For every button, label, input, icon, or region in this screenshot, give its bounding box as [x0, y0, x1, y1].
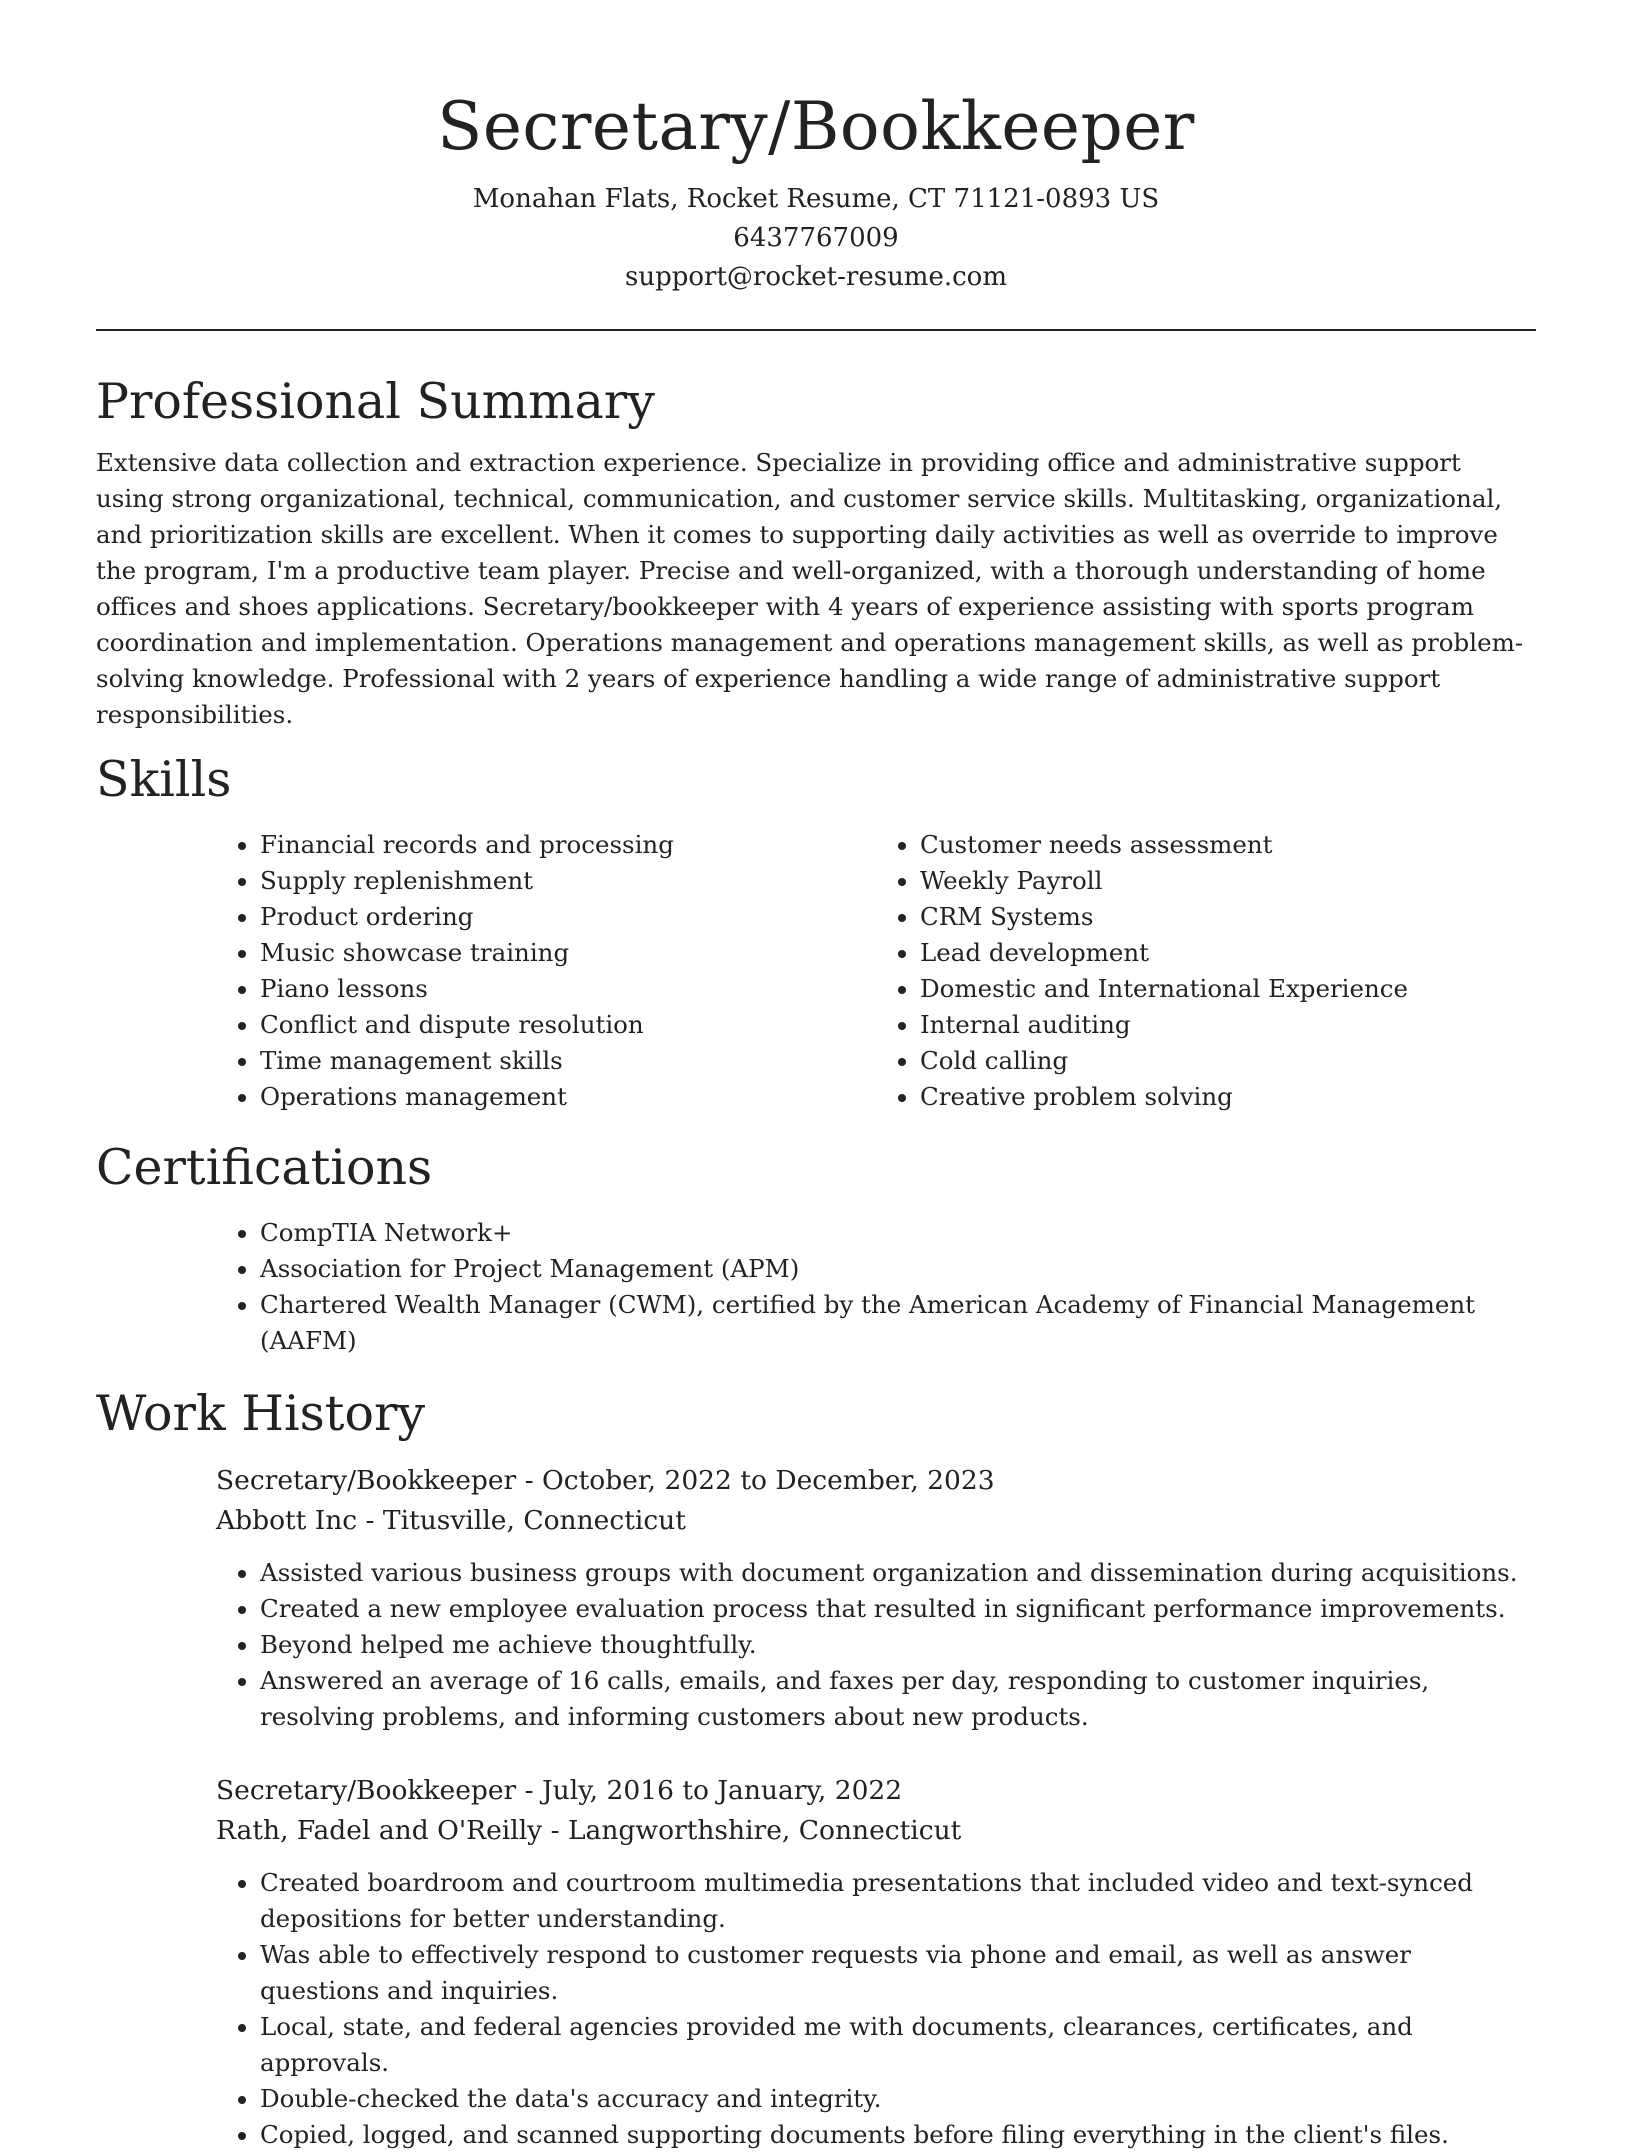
- job-dates: - July, 2016 to January, 2022: [516, 1775, 903, 1806]
- skill-item: • Creative problem solving: [920, 1079, 1536, 1115]
- skill-item: • Weekly Payroll: [920, 863, 1536, 899]
- skills-section: [96, 745, 1536, 1115]
- skill-item: • Domestic and International Experience: [920, 971, 1536, 1007]
- job-duties-list: [216, 1865, 1536, 2153]
- skill-item: • Time management skills: [260, 1043, 876, 1079]
- skill-item: • Product ordering: [260, 899, 876, 935]
- certifications-list: [216, 1215, 1536, 1359]
- skill-item: • Piano lessons: [260, 971, 876, 1007]
- skill-item: • CRM Systems: [920, 899, 1536, 935]
- skills-list-right: [876, 827, 1536, 1115]
- job-location: - Titusville, Connecticut: [357, 1505, 686, 1536]
- job-location: - Langworthshire, Connecticut: [542, 1815, 962, 1846]
- job-entry: [216, 1461, 1536, 1735]
- certifications-heading: Certifications: [96, 1139, 433, 1196]
- candidate-title: Secretary/Bookkeeper: [437, 88, 1195, 165]
- job-duty-item: • Copied, logged, and scanned supporting documents before filing everything in the client's files.: [260, 2117, 1536, 2153]
- certifications-section: [96, 1133, 1536, 1359]
- resume-header: [96, 0, 1536, 297]
- skills-heading: Skills: [96, 751, 232, 808]
- contact-phone: 6437767009: [733, 223, 899, 253]
- job-duty-item: • Created boardroom and courtroom multimedia presentations that included video and text-synced depositions for better understanding.: [260, 1865, 1536, 1937]
- resume-page: [96, 0, 1536, 2153]
- contact-email: support@rocket-resume.com: [624, 262, 1007, 292]
- job-duty-item: • Was able to effectively respond to customer requests via phone and email, as well as answer questions and inquiries.: [260, 1937, 1536, 2009]
- summary-text: Extensive data collection and extraction experience. Specialize in providing office and administrative support using strong organizational, technical, communication, and customer service skills. Multitasking, organizational, and prioritization skills are excellent. When it comes to supporting daily activities as well as override to improve the program, I'm a productive team player. Precise and well-organized, with a thorough understanding of home offices and shoes applications. Secretary/bookkeeper with 4 years of experience assisting with sports program coordination and implementation. Operations management and operations management skills, as well as problem-solving knowledge. Professional with 2 years of experience handling a wide range of administrative support responsibilities.: [96, 448, 1524, 729]
- header-divider: [96, 329, 1536, 331]
- skill-item: • Cold calling: [920, 1043, 1536, 1079]
- job-title-line: [216, 1771, 1536, 1811]
- skill-item: • Operations management: [260, 1079, 876, 1115]
- skill-item: • Financial records and processing: [260, 827, 876, 863]
- job-duty-item: • Local, state, and federal agencies provided me with documents, clearances, certificates, and approvals.: [260, 2009, 1536, 2081]
- job-dates: - October, 2022 to December, 2023: [516, 1465, 995, 1496]
- job-role: Secretary/Bookkeeper: [216, 1775, 517, 1806]
- skill-item: • Customer needs assessment: [920, 827, 1536, 863]
- summary-section: [96, 367, 1536, 733]
- job-role: Secretary/Bookkeeper: [216, 1465, 517, 1496]
- job-duties-list: [216, 1555, 1536, 1735]
- work-history-section: [96, 1379, 1536, 2153]
- job-entry: [216, 1771, 1536, 2153]
- skills-list-left: [216, 827, 876, 1115]
- job-title-line: [216, 1461, 1536, 1501]
- skills-grid: [216, 827, 1536, 1115]
- job-duty-item: • Beyond helped me achieve thoughtfully.: [260, 1627, 1536, 1663]
- job-company: Rath, Fadel and O'Reilly: [216, 1815, 543, 1846]
- contact-block: [96, 180, 1536, 297]
- certification-item: • Chartered Wealth Manager (CWM), certified by the American Academy of Financial Management (AAFM): [260, 1287, 1536, 1359]
- job-duty-item: • Created a new employee evaluation process that resulted in significant performance improvements.: [260, 1591, 1536, 1627]
- contact-address: Monahan Flats, Rocket Resume, CT 71121-0893 US: [472, 184, 1160, 214]
- work-history-heading: Work History: [96, 1385, 426, 1442]
- job-duty-item: • Double-checked the data's accuracy and integrity.: [260, 2081, 1536, 2117]
- skill-item: • Supply replenishment: [260, 863, 876, 899]
- certification-item: • Association for Project Management (APM): [260, 1251, 1536, 1287]
- summary-heading: Professional Summary: [96, 373, 655, 430]
- job-company-line: [216, 1501, 1536, 1541]
- job-company-line: [216, 1811, 1536, 1851]
- job-duty-item: • Answered an average of 16 calls, emails, and faxes per day, responding to customer inquiries, resolving problems, and informing customers about new products.: [260, 1663, 1536, 1735]
- skill-item: • Conflict and dispute resolution: [260, 1007, 876, 1043]
- skill-item: • Internal auditing: [920, 1007, 1536, 1043]
- job-company: Abbott Inc: [216, 1505, 358, 1536]
- skill-item: • Music showcase training: [260, 935, 876, 971]
- certification-item: • CompTIA Network+: [260, 1215, 1536, 1251]
- job-duty-item: • Assisted various business groups with document organization and dissemination during acquisitions.: [260, 1555, 1536, 1591]
- skill-item: • Lead development: [920, 935, 1536, 971]
